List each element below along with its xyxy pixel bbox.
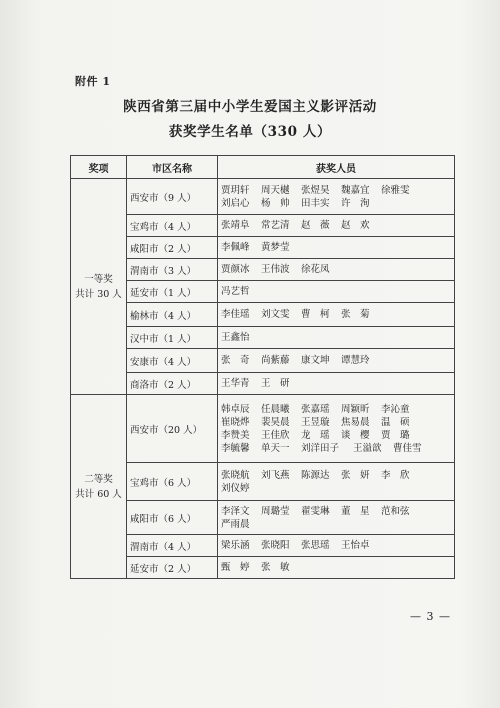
table-row	[71, 501, 455, 535]
student-name: 任晨曦	[261, 403, 290, 415]
student-name: 谈 樱	[341, 429, 370, 441]
student-name: 李泽文	[221, 505, 250, 517]
student-name: 周颖昕	[341, 403, 370, 415]
table-row	[71, 259, 455, 281]
student-name: 尚紫藤	[261, 355, 290, 366]
names-cell	[218, 501, 455, 535]
student-name: 贾玥轩	[221, 184, 250, 196]
prize-total: 共计 60 人	[75, 488, 122, 500]
names-cell	[218, 557, 455, 579]
student-name: 裴昊晨	[261, 416, 290, 428]
city-cell: 渭南市（4 人）	[127, 535, 218, 557]
table-row	[71, 535, 455, 557]
student-name: 王溢歆	[353, 442, 382, 454]
student-name: 王鑫怡	[221, 332, 250, 343]
student-name: 翟雯琳	[301, 505, 330, 517]
student-name: 王 研	[261, 378, 290, 389]
student-name: 张靖阜	[221, 220, 250, 231]
city-cell: 延安市（2 人）	[127, 557, 218, 579]
prize-total: 共计 30 人	[75, 288, 122, 300]
student-name: 王佳欣	[261, 429, 290, 441]
student-name: 李佳瑶	[221, 309, 250, 320]
names-cell	[218, 281, 455, 303]
student-name: 贾 璐	[381, 429, 410, 441]
table-row	[71, 557, 455, 579]
student-name: 张晓航	[221, 469, 250, 481]
student-name: 张 敏	[261, 562, 290, 573]
city-cell: 宝鸡市（4 人）	[127, 215, 218, 237]
city-cell: 西安市（20 人）	[127, 395, 218, 463]
city-cell: 延安市（1 人）	[127, 281, 218, 303]
student-name: 韩卓辰	[221, 403, 250, 415]
student-name: 梁乐涵	[221, 540, 250, 551]
names-cell	[218, 215, 455, 237]
table-row	[71, 303, 455, 327]
student-name: 范和弦	[381, 505, 410, 517]
student-name: 刘仪婷	[221, 482, 250, 494]
student-name: 李佩峰	[221, 242, 250, 253]
student-name: 单天一	[261, 442, 290, 454]
page-number: — 3 —	[410, 610, 451, 623]
student-name: 冯艺哲	[221, 286, 250, 297]
city-cell: 咸阳市（2 人）	[127, 237, 218, 259]
student-name: 张 妍	[341, 469, 370, 481]
table-row	[71, 349, 455, 373]
student-name: 康文坤	[301, 355, 330, 366]
student-name: 李 欣	[381, 469, 410, 481]
student-name: 张煜昊	[301, 184, 330, 196]
table-row	[71, 463, 455, 501]
student-name: 张 菊	[341, 309, 370, 320]
student-name: 陈源达	[301, 469, 330, 481]
prize-level: 一等奖	[84, 273, 113, 285]
student-name: 曹 柯	[301, 309, 330, 320]
student-name: 刘文雯	[261, 309, 290, 320]
city-cell: 安康市（4 人）	[127, 349, 218, 373]
table-header-row	[71, 156, 455, 179]
names-cell	[218, 463, 455, 501]
student-name: 周璐莹	[261, 505, 290, 517]
city-cell: 宝鸡市（6 人）	[127, 463, 218, 501]
student-name: 王伟波	[261, 264, 290, 275]
student-name: 黄梦莹	[261, 242, 290, 253]
city-cell: 咸阳市（6 人）	[127, 501, 218, 535]
student-name: 温 硕	[381, 416, 410, 428]
student-name: 张思瑶	[301, 540, 330, 551]
city-cell: 榆林市（4 人）	[127, 303, 218, 327]
student-name: 杨 帅	[261, 197, 290, 209]
header-names: 获奖人员	[218, 156, 455, 179]
student-name: 赵 薇	[301, 220, 330, 231]
student-name: 李沁童	[381, 403, 410, 415]
attachment-label: 附件 1	[75, 75, 111, 88]
student-name: 徐花凤	[301, 264, 330, 275]
names-cell	[218, 535, 455, 557]
student-name: 田丰实	[301, 197, 330, 209]
student-name: 王华青	[221, 378, 250, 389]
student-name: 刘飞燕	[261, 469, 290, 481]
prize-level-cell	[71, 179, 127, 395]
names-cell	[218, 349, 455, 373]
student-name: 张晓阳	[261, 540, 290, 551]
student-name: 许 洵	[341, 197, 370, 209]
names-cell	[218, 259, 455, 281]
table-row	[71, 327, 455, 349]
names-cell	[218, 395, 455, 463]
student-name: 谭慧玲	[341, 355, 370, 366]
prize-level-cell	[71, 395, 127, 579]
student-name: 张 奇	[221, 355, 250, 366]
student-name: 刘洋田子	[301, 442, 340, 454]
student-name: 龙 瑶	[301, 429, 330, 441]
city-cell: 汉中市（1 人）	[127, 327, 218, 349]
header-prize: 奖项	[71, 156, 127, 179]
student-name: 贾颜冰	[221, 264, 250, 275]
prize-level: 二等奖	[84, 473, 113, 485]
names-cell	[218, 179, 455, 215]
table-row	[71, 281, 455, 303]
table-row	[71, 179, 455, 215]
city-cell: 西安市（9 人）	[127, 179, 218, 215]
student-name: 王怡卓	[341, 540, 370, 551]
student-name: 刘启心	[221, 197, 250, 209]
document-subtitle: 获奖学生名单（330 人）	[168, 124, 332, 140]
student-name: 甄 婷	[221, 562, 250, 573]
names-cell	[218, 327, 455, 349]
student-name: 董 星	[341, 505, 370, 517]
student-name: 赵 欢	[341, 220, 370, 231]
student-name: 李毓馨	[221, 442, 250, 454]
city-cell: 渭南市（3 人）	[127, 259, 218, 281]
document-title: 陕西省第三届中小学生爱国主义影评活动	[123, 99, 377, 115]
city-cell: 商洛市（2 人）	[127, 373, 218, 395]
table-row	[71, 215, 455, 237]
table-row	[71, 395, 455, 463]
student-name: 崔晓烨	[221, 416, 250, 428]
student-name: 严雨晨	[221, 518, 250, 530]
student-name: 李赞美	[221, 429, 250, 441]
names-cell	[218, 303, 455, 327]
header-city: 市区名称	[127, 156, 218, 179]
student-name: 周天樾	[261, 184, 290, 196]
names-cell	[218, 373, 455, 395]
student-name: 焦易晨	[341, 416, 370, 428]
student-name: 王昱璇	[301, 416, 330, 428]
names-cell	[218, 237, 455, 259]
table-row	[71, 237, 455, 259]
student-name: 张嘉瑶	[301, 403, 330, 415]
student-name: 常艺清	[261, 220, 290, 231]
student-name: 曹佳雪	[393, 442, 422, 454]
student-name: 徐雅雯	[381, 184, 410, 196]
table-row	[71, 373, 455, 395]
student-name: 魏嘉宜	[341, 184, 370, 196]
award-table	[70, 155, 455, 579]
